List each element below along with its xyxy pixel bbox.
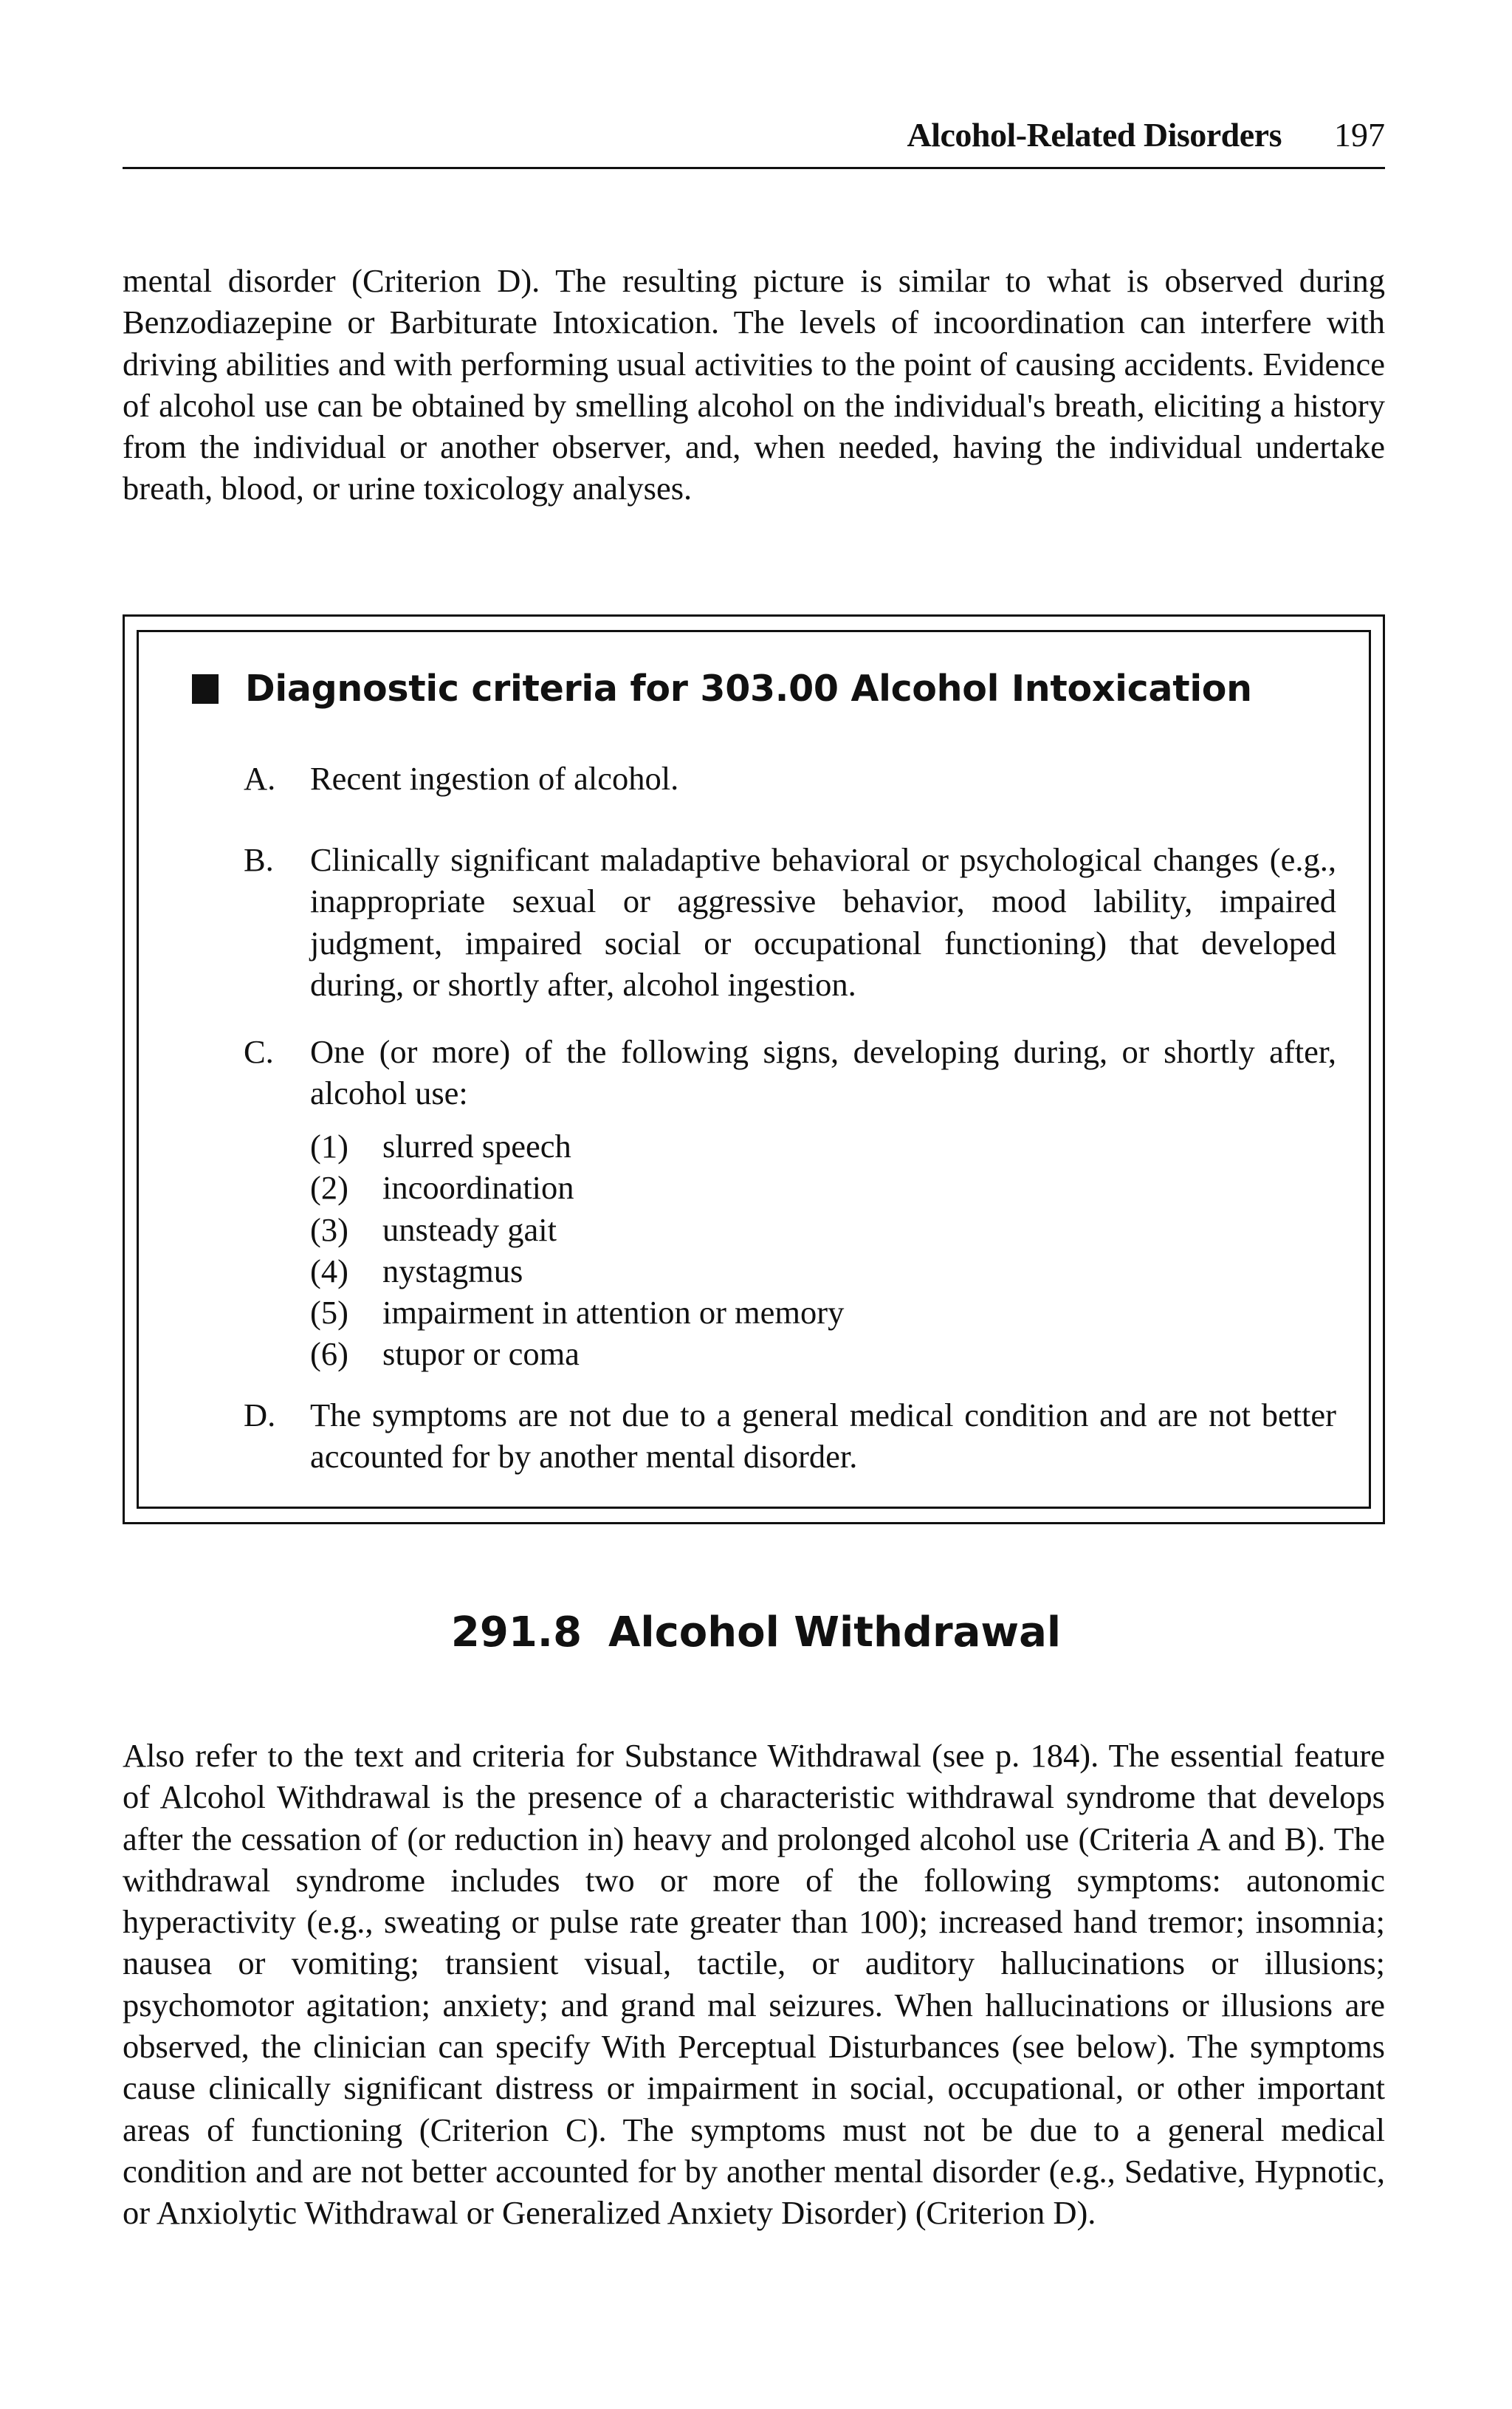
list-item-text: incoordination <box>382 1169 574 1207</box>
section-heading <box>0 1608 1512 1656</box>
list-item <box>310 1292 844 1333</box>
criterion-c <box>244 1031 1336 1114</box>
square-bullet-icon <box>192 674 219 704</box>
list-item-text: impairment in attention or memory <box>382 1294 845 1332</box>
section-title: Alcohol Withdrawal <box>608 1608 1062 1656</box>
criterion-text: The symptoms are not due to a general medical condition and are not better accounted for by another mental disorder. <box>310 1397 1336 1476</box>
criteria-box-inner-frame <box>137 630 1371 1509</box>
criterion-a <box>244 758 1336 799</box>
list-item-text: unsteady gait <box>382 1210 557 1248</box>
list-item <box>310 1167 844 1208</box>
criterion-d <box>244 1394 1336 1478</box>
list-item-text: stupor or coma <box>382 1335 580 1373</box>
diagnostic-criteria-box <box>123 614 1385 1524</box>
criterion-text: Clinically significant maladaptive behavioral or psychological changes (e.g., inappropriate sexual or aggressive behavior, mood lability, impaired judgment, impaired social or occupational functioning) that developed during, or shortly after, alcohol ingestion. <box>310 841 1336 1003</box>
list-item-number: (5) <box>310 1294 348 1332</box>
list-item-text: slurred speech <box>382 1128 571 1165</box>
list-item-number: (6) <box>310 1335 348 1373</box>
list-item-text: nystagmus <box>382 1252 523 1289</box>
criteria-heading <box>192 668 1252 710</box>
running-header <box>123 111 1385 169</box>
section-number: 291.8 <box>450 1608 583 1656</box>
criterion-letter: C. <box>244 1033 274 1070</box>
criterion-text: Recent ingestion of alcohol. <box>310 760 679 797</box>
criteria-title: Diagnostic criteria for 303.00 Alcohol Intoxication <box>245 668 1252 710</box>
list-item-number: (1) <box>310 1128 348 1165</box>
criterion-letter: B. <box>244 841 274 878</box>
body-paragraph-intoxication: mental disorder (Criterion D). The resulting picture is similar to what is observed during Benzodiazepine or Barbiturate Intoxication. The levels of incoordination can interfere with driving abilities and with performing usual activities to the point of causing accidents. Evidence of alcohol use can be obtained by smelling alcohol on the individual's breath, eliciting a history from the individual or another observer, and, when needed, having the individual undertake breath, blood, or urine toxicology analyses. <box>123 262 1385 507</box>
signs-list <box>310 1125 844 1375</box>
page-number: 197 <box>1334 116 1385 154</box>
criterion-letter: A. <box>244 760 276 797</box>
list-item <box>310 1250 844 1292</box>
criterion-text: One (or more) of the following signs, developing during, or shortly after, alcohol use: <box>310 1033 1336 1112</box>
criterion-letter: D. <box>244 1397 276 1433</box>
list-item-number: (2) <box>310 1169 348 1207</box>
list-item <box>310 1209 844 1250</box>
list-item-number: (3) <box>310 1210 348 1248</box>
list-item-number: (4) <box>310 1252 348 1289</box>
list-item <box>310 1125 844 1167</box>
body-paragraph-withdrawal: Also refer to the text and criteria for Substance Withdrawal (see p. 184). The essential feature of Alcohol Withdrawal is the presence of a characteristic withdrawal syndrome that develops after the cessation of (or reduction in) heavy and prolonged alcohol use (Criteria A and B). The withdrawal syndrome includes two or more of the following symptoms: autonomic hyperactivity (e.g., sweating or pulse rate greater than 100); increased hand tremor; insomnia; nausea or vomiting; transient visual, tactile, or auditory hallucinations or illusions; psychomotor agitation; anxiety; and grand mal seizures. When hallucinations or illusions are observed, the clinician can specify With Perceptual Disturbances (see below). The symptoms cause clinically significant distress or impairment in social, occupational, or other important areas of functioning (Criterion C). The symptoms must not be due to a general medical condition and are not better accounted for by another mental disorder (e.g., Sedative, Hypnotic, or Anxiolytic Withdrawal or Generalized Anxiety Disorder) (Criterion D). <box>123 1737 1385 2232</box>
chapter-title: Alcohol-Related Disorders <box>907 116 1282 154</box>
criterion-b <box>244 839 1336 1005</box>
list-item <box>310 1333 844 1374</box>
